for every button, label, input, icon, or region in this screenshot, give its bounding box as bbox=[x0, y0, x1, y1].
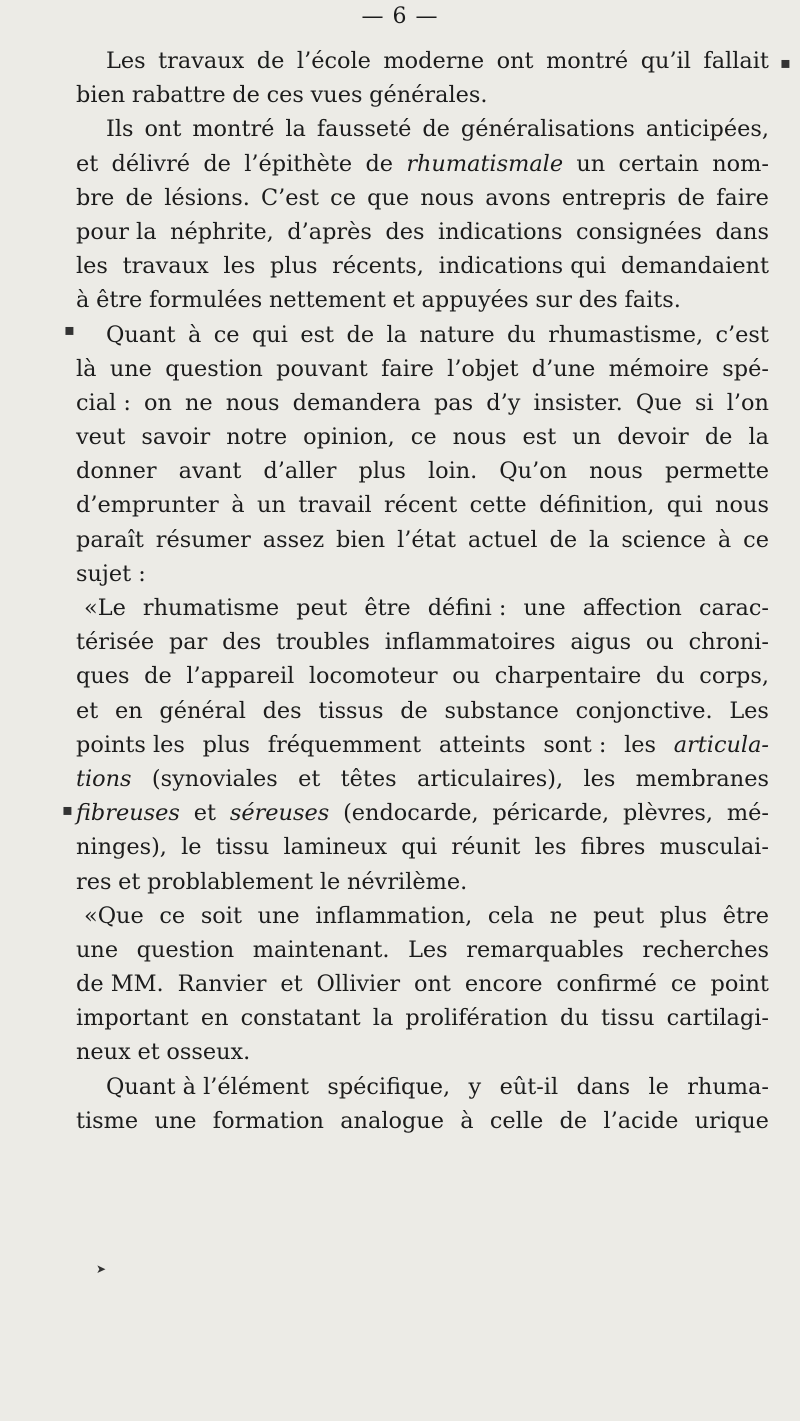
word: des bbox=[578, 287, 618, 314]
text-line bbox=[76, 933, 769, 967]
word: rabattre bbox=[131, 82, 226, 109]
word: les bbox=[583, 765, 616, 792]
word: formulées bbox=[149, 287, 263, 314]
word: têtes bbox=[340, 765, 397, 792]
word: eût-il bbox=[499, 1073, 559, 1100]
word: neux bbox=[76, 1039, 131, 1066]
word: la bbox=[748, 424, 769, 451]
word: Quant bbox=[106, 321, 176, 348]
word: membranes bbox=[635, 765, 769, 792]
word: rhuma- bbox=[687, 1073, 769, 1100]
word: charpentaire bbox=[494, 663, 642, 690]
word: osseux. bbox=[166, 1039, 251, 1066]
word: travaux bbox=[122, 253, 209, 280]
word: fréquemment bbox=[267, 731, 422, 758]
word: (synoviales bbox=[151, 765, 278, 792]
word: la bbox=[285, 116, 306, 143]
word: ninges), bbox=[76, 834, 167, 861]
word: problablement bbox=[147, 868, 314, 895]
word: de bbox=[144, 663, 172, 690]
word: plus bbox=[358, 458, 406, 485]
word: l’objet bbox=[447, 355, 519, 382]
word: délivré bbox=[111, 150, 191, 177]
word: demandaient bbox=[620, 253, 769, 280]
word: science bbox=[621, 526, 707, 553]
word: (endocarde, bbox=[343, 800, 479, 827]
word: récents, bbox=[332, 253, 424, 280]
word: indications bbox=[437, 218, 563, 245]
word: d’après bbox=[287, 218, 372, 245]
word: les bbox=[223, 253, 256, 280]
word: paraît bbox=[76, 526, 144, 553]
word: montré bbox=[192, 116, 275, 143]
word: substance bbox=[444, 697, 559, 724]
word: en bbox=[200, 1005, 229, 1032]
word: Les bbox=[408, 936, 448, 963]
word: insister. bbox=[533, 389, 623, 416]
word: confirmé bbox=[556, 971, 657, 998]
word: maintenant. bbox=[252, 936, 390, 963]
word: par bbox=[168, 629, 208, 656]
word: une bbox=[523, 595, 566, 621]
word: indications qui bbox=[438, 253, 607, 280]
word: bre bbox=[76, 184, 115, 211]
word: bien bbox=[336, 526, 386, 553]
word: ont bbox=[144, 116, 182, 143]
word: à bbox=[460, 1107, 474, 1134]
margin-mark: ▪ bbox=[62, 800, 73, 819]
word: inflammatoires bbox=[384, 629, 556, 656]
word: faire bbox=[381, 355, 434, 382]
word: Les bbox=[729, 697, 769, 724]
word: du bbox=[560, 1005, 589, 1032]
word: un bbox=[256, 492, 286, 519]
word: travail bbox=[298, 492, 372, 519]
word: et bbox=[280, 971, 303, 998]
word: pouvant bbox=[276, 355, 368, 382]
word: permette bbox=[664, 458, 769, 485]
text-line bbox=[76, 796, 769, 830]
word: névrilème. bbox=[347, 868, 468, 895]
word: fibreuses bbox=[76, 800, 180, 827]
word: une bbox=[76, 936, 119, 963]
word: savoir bbox=[141, 424, 211, 451]
text-line bbox=[76, 1035, 769, 1069]
word: lamineux bbox=[283, 834, 388, 861]
margin-mark: ▪ bbox=[780, 53, 791, 72]
word: mémoire bbox=[608, 355, 709, 382]
word: qui bbox=[251, 321, 288, 348]
word: ou bbox=[452, 663, 481, 690]
word: urique bbox=[694, 1107, 769, 1134]
word: plus bbox=[202, 731, 251, 758]
word: consignées bbox=[575, 218, 702, 245]
word: articulaires), bbox=[416, 765, 564, 792]
word: et bbox=[118, 868, 141, 895]
word: pas bbox=[433, 389, 474, 416]
word: des bbox=[385, 218, 425, 245]
word: tissu bbox=[215, 834, 270, 861]
word: ne bbox=[549, 902, 578, 929]
word: atteints bbox=[438, 731, 526, 758]
word: de bbox=[559, 1107, 588, 1134]
text-line bbox=[76, 454, 769, 488]
word: l’on bbox=[726, 389, 769, 416]
word: du bbox=[507, 321, 536, 348]
word: Ranvier bbox=[177, 971, 267, 998]
word: musculai- bbox=[659, 834, 769, 861]
word: de bbox=[256, 48, 285, 74]
word: nature bbox=[419, 321, 495, 348]
word: de bbox=[125, 184, 154, 211]
word: être bbox=[364, 595, 411, 621]
word: cette bbox=[469, 492, 527, 519]
word: les bbox=[534, 834, 567, 861]
word: et bbox=[392, 287, 415, 314]
word: constatant bbox=[240, 1005, 361, 1032]
word: de MM. bbox=[76, 971, 164, 998]
word: défini : bbox=[427, 595, 507, 621]
word: moderne bbox=[383, 48, 485, 74]
word: troubles bbox=[276, 629, 370, 656]
word: ce bbox=[213, 321, 240, 348]
word: nous bbox=[589, 458, 643, 485]
word: de bbox=[365, 150, 394, 177]
word: devoir bbox=[617, 424, 689, 451]
word: le bbox=[648, 1073, 669, 1100]
word: des bbox=[262, 697, 302, 724]
word: ont bbox=[496, 48, 534, 74]
word: un bbox=[572, 424, 602, 451]
text-line bbox=[76, 249, 769, 283]
word: anticipées, bbox=[645, 116, 769, 143]
margin-mark: ▪ bbox=[64, 320, 75, 339]
word: celle bbox=[489, 1107, 544, 1134]
word: opinion, bbox=[303, 424, 395, 451]
word: nous bbox=[225, 389, 280, 416]
word: faire bbox=[716, 184, 769, 211]
word: ce bbox=[330, 184, 356, 211]
word: ce bbox=[410, 424, 437, 451]
word: faits. bbox=[624, 287, 681, 314]
text-line bbox=[76, 44, 769, 78]
word: l’acide bbox=[603, 1107, 679, 1134]
word: là bbox=[76, 355, 97, 382]
word: Qu’on bbox=[499, 458, 568, 485]
word: de bbox=[232, 82, 260, 109]
word: «Le bbox=[84, 595, 126, 621]
word: de bbox=[203, 150, 231, 177]
word: de bbox=[704, 424, 733, 451]
word: assez bbox=[262, 526, 325, 553]
word: à bbox=[76, 287, 90, 314]
word: actuel bbox=[467, 526, 538, 553]
word: nettement bbox=[269, 287, 386, 314]
text-line bbox=[76, 967, 769, 1001]
word: térisée bbox=[76, 629, 155, 656]
word: question bbox=[165, 355, 263, 382]
word: d’une bbox=[531, 355, 596, 382]
word: à bbox=[231, 492, 245, 519]
text-line bbox=[76, 112, 769, 146]
text-line bbox=[76, 386, 769, 420]
word: nous bbox=[452, 424, 507, 451]
word: conjonctive. bbox=[575, 697, 713, 724]
word: y bbox=[468, 1073, 482, 1100]
word: du bbox=[655, 663, 685, 690]
word: remarquables bbox=[466, 936, 624, 963]
text-line bbox=[76, 830, 769, 864]
text-line bbox=[76, 283, 769, 317]
word: à bbox=[187, 321, 202, 348]
word: vues bbox=[310, 82, 363, 109]
word: mé- bbox=[726, 800, 769, 827]
word: point bbox=[710, 971, 769, 998]
word: notre bbox=[226, 424, 288, 451]
word: aigus bbox=[570, 629, 632, 656]
word: spé- bbox=[722, 355, 769, 382]
word: certain bbox=[618, 150, 699, 177]
word: cela bbox=[487, 902, 535, 929]
text-line bbox=[76, 694, 769, 728]
word: de bbox=[400, 697, 428, 724]
word: locomoteur bbox=[308, 663, 438, 690]
word: appuyées bbox=[421, 287, 529, 314]
word: avant bbox=[178, 458, 242, 485]
word: l’épithète bbox=[244, 150, 353, 177]
word: Les bbox=[106, 48, 146, 74]
word: on bbox=[143, 389, 172, 416]
word: les bbox=[76, 253, 108, 280]
word: res bbox=[76, 868, 112, 895]
word: fallait bbox=[703, 48, 769, 74]
word: cartilagi- bbox=[666, 1005, 769, 1032]
text-line bbox=[76, 659, 769, 693]
word: donner bbox=[76, 458, 157, 485]
word: péricarde, bbox=[492, 800, 610, 827]
word: l’appareil bbox=[186, 663, 295, 690]
word: peut bbox=[593, 902, 645, 929]
word: une bbox=[109, 355, 152, 382]
word: à bbox=[717, 526, 732, 553]
word: avons bbox=[485, 184, 551, 211]
word: demandera bbox=[292, 389, 421, 416]
word: veut bbox=[76, 424, 126, 451]
word: ce bbox=[159, 902, 186, 929]
word: la bbox=[372, 1005, 394, 1032]
word: «Que bbox=[84, 902, 144, 929]
word: sur bbox=[535, 287, 572, 314]
text-line bbox=[76, 1070, 769, 1104]
word: le bbox=[319, 868, 341, 895]
word: bien bbox=[76, 82, 126, 109]
word: carac- bbox=[698, 595, 769, 621]
word: dans bbox=[576, 1073, 631, 1100]
word: être bbox=[722, 902, 769, 929]
word: points les bbox=[76, 731, 185, 758]
text-line bbox=[76, 1104, 769, 1138]
word: des bbox=[222, 629, 262, 656]
text-line bbox=[76, 899, 769, 933]
word: peut bbox=[296, 595, 348, 621]
word: de bbox=[549, 526, 578, 553]
word: pour la bbox=[76, 218, 157, 245]
word: être bbox=[96, 287, 143, 314]
text-line bbox=[76, 215, 769, 249]
word: de bbox=[346, 321, 375, 348]
word: recherches bbox=[642, 936, 769, 963]
word: un bbox=[576, 150, 606, 177]
word: ces bbox=[266, 82, 304, 109]
word: une bbox=[257, 902, 300, 929]
word: tissu bbox=[600, 1005, 655, 1032]
word: sont : bbox=[543, 731, 607, 758]
word: néphrite, bbox=[170, 218, 274, 245]
word: et bbox=[76, 150, 99, 177]
word: plèvres, bbox=[623, 800, 714, 827]
text-line bbox=[76, 352, 769, 386]
word: lésions. bbox=[164, 184, 250, 211]
word: la bbox=[386, 321, 408, 348]
text-line bbox=[76, 591, 769, 625]
text-line bbox=[76, 865, 769, 899]
text-line bbox=[76, 488, 769, 522]
word: l’école bbox=[296, 48, 371, 74]
word: corps, bbox=[699, 663, 769, 690]
word: d’emprunter bbox=[76, 492, 219, 519]
text-line bbox=[76, 523, 769, 557]
word: généralisations bbox=[460, 116, 635, 143]
body-text bbox=[76, 44, 769, 1138]
word: et bbox=[137, 1039, 160, 1066]
word: question bbox=[136, 936, 235, 963]
word: la bbox=[588, 526, 610, 553]
word: nom- bbox=[712, 150, 769, 177]
word: tions bbox=[76, 765, 132, 792]
word: plus bbox=[270, 253, 318, 280]
word: et bbox=[193, 800, 216, 827]
margin-mark: ➤ bbox=[96, 1262, 107, 1276]
word: et bbox=[298, 765, 321, 792]
word: Que bbox=[635, 389, 682, 416]
word: affection bbox=[582, 595, 682, 621]
word: sujet : bbox=[76, 560, 146, 587]
word: nous bbox=[715, 492, 769, 519]
word: rhumatismale bbox=[406, 150, 564, 177]
word: les bbox=[624, 731, 657, 758]
word: rhumatisme bbox=[142, 595, 280, 621]
word: fibres bbox=[580, 834, 646, 861]
text-line bbox=[76, 147, 769, 181]
word: travaux bbox=[158, 48, 245, 74]
word: qui bbox=[401, 834, 438, 861]
word: tisme bbox=[76, 1107, 139, 1134]
word: ques bbox=[76, 663, 130, 690]
word: le bbox=[181, 834, 202, 861]
word: montré bbox=[546, 48, 629, 74]
word: chroni- bbox=[688, 629, 769, 656]
word: cial : bbox=[76, 389, 131, 416]
word: inflammation, bbox=[315, 902, 473, 929]
word: important bbox=[76, 1005, 189, 1032]
word: si bbox=[695, 389, 714, 416]
word: définition, bbox=[539, 492, 655, 519]
word: entrepris bbox=[561, 184, 667, 211]
word: réunit bbox=[451, 834, 521, 861]
word: de bbox=[677, 184, 705, 211]
word: spécifique, bbox=[327, 1073, 451, 1100]
word: de bbox=[422, 116, 450, 143]
word: formation bbox=[212, 1107, 324, 1134]
text-line bbox=[76, 181, 769, 215]
text-line bbox=[76, 1001, 769, 1035]
word: générales. bbox=[369, 82, 488, 109]
word: général bbox=[159, 697, 246, 724]
word: encore bbox=[464, 971, 543, 998]
word: résumer bbox=[155, 526, 251, 553]
word: est bbox=[522, 424, 557, 451]
word: récent bbox=[384, 492, 458, 519]
word: loin. bbox=[427, 458, 478, 485]
word: qui bbox=[666, 492, 703, 519]
word: C’est bbox=[260, 184, 319, 211]
word: plus bbox=[659, 902, 708, 929]
word: ce bbox=[670, 971, 697, 998]
word: articula- bbox=[673, 731, 769, 758]
word: ont bbox=[414, 971, 451, 998]
word: dans bbox=[715, 218, 769, 245]
word: qu’il bbox=[640, 48, 691, 74]
text-line bbox=[76, 625, 769, 659]
page-number: — 6 — bbox=[361, 4, 439, 29]
word: prolifération bbox=[405, 1005, 548, 1032]
word: séreuses bbox=[229, 800, 330, 827]
word: ce bbox=[743, 526, 769, 553]
word: en bbox=[114, 697, 143, 724]
word: d’y bbox=[486, 389, 521, 416]
word: c’est bbox=[715, 321, 769, 348]
word: Quant à l’élément bbox=[106, 1073, 309, 1100]
word: Ollivier bbox=[316, 971, 401, 998]
word: rhumastisme, bbox=[548, 321, 704, 348]
word: ne bbox=[184, 389, 213, 416]
word: fausseté bbox=[316, 116, 412, 143]
text-line bbox=[76, 728, 769, 762]
word: est bbox=[300, 321, 335, 348]
word: tissus bbox=[318, 697, 384, 724]
word: analogue bbox=[340, 1107, 444, 1134]
word: que bbox=[367, 184, 410, 211]
word: l’état bbox=[397, 526, 456, 553]
text-line bbox=[76, 318, 769, 352]
word: Ils bbox=[106, 116, 134, 143]
word: une bbox=[154, 1107, 197, 1134]
text-line bbox=[76, 557, 769, 591]
text-line bbox=[76, 762, 769, 796]
text-line bbox=[76, 78, 769, 112]
text-line bbox=[76, 420, 769, 454]
word: d’aller bbox=[263, 458, 337, 485]
word: et bbox=[76, 697, 99, 724]
word: soit bbox=[200, 902, 242, 929]
word: nous bbox=[420, 184, 475, 211]
word: ou bbox=[645, 629, 674, 656]
